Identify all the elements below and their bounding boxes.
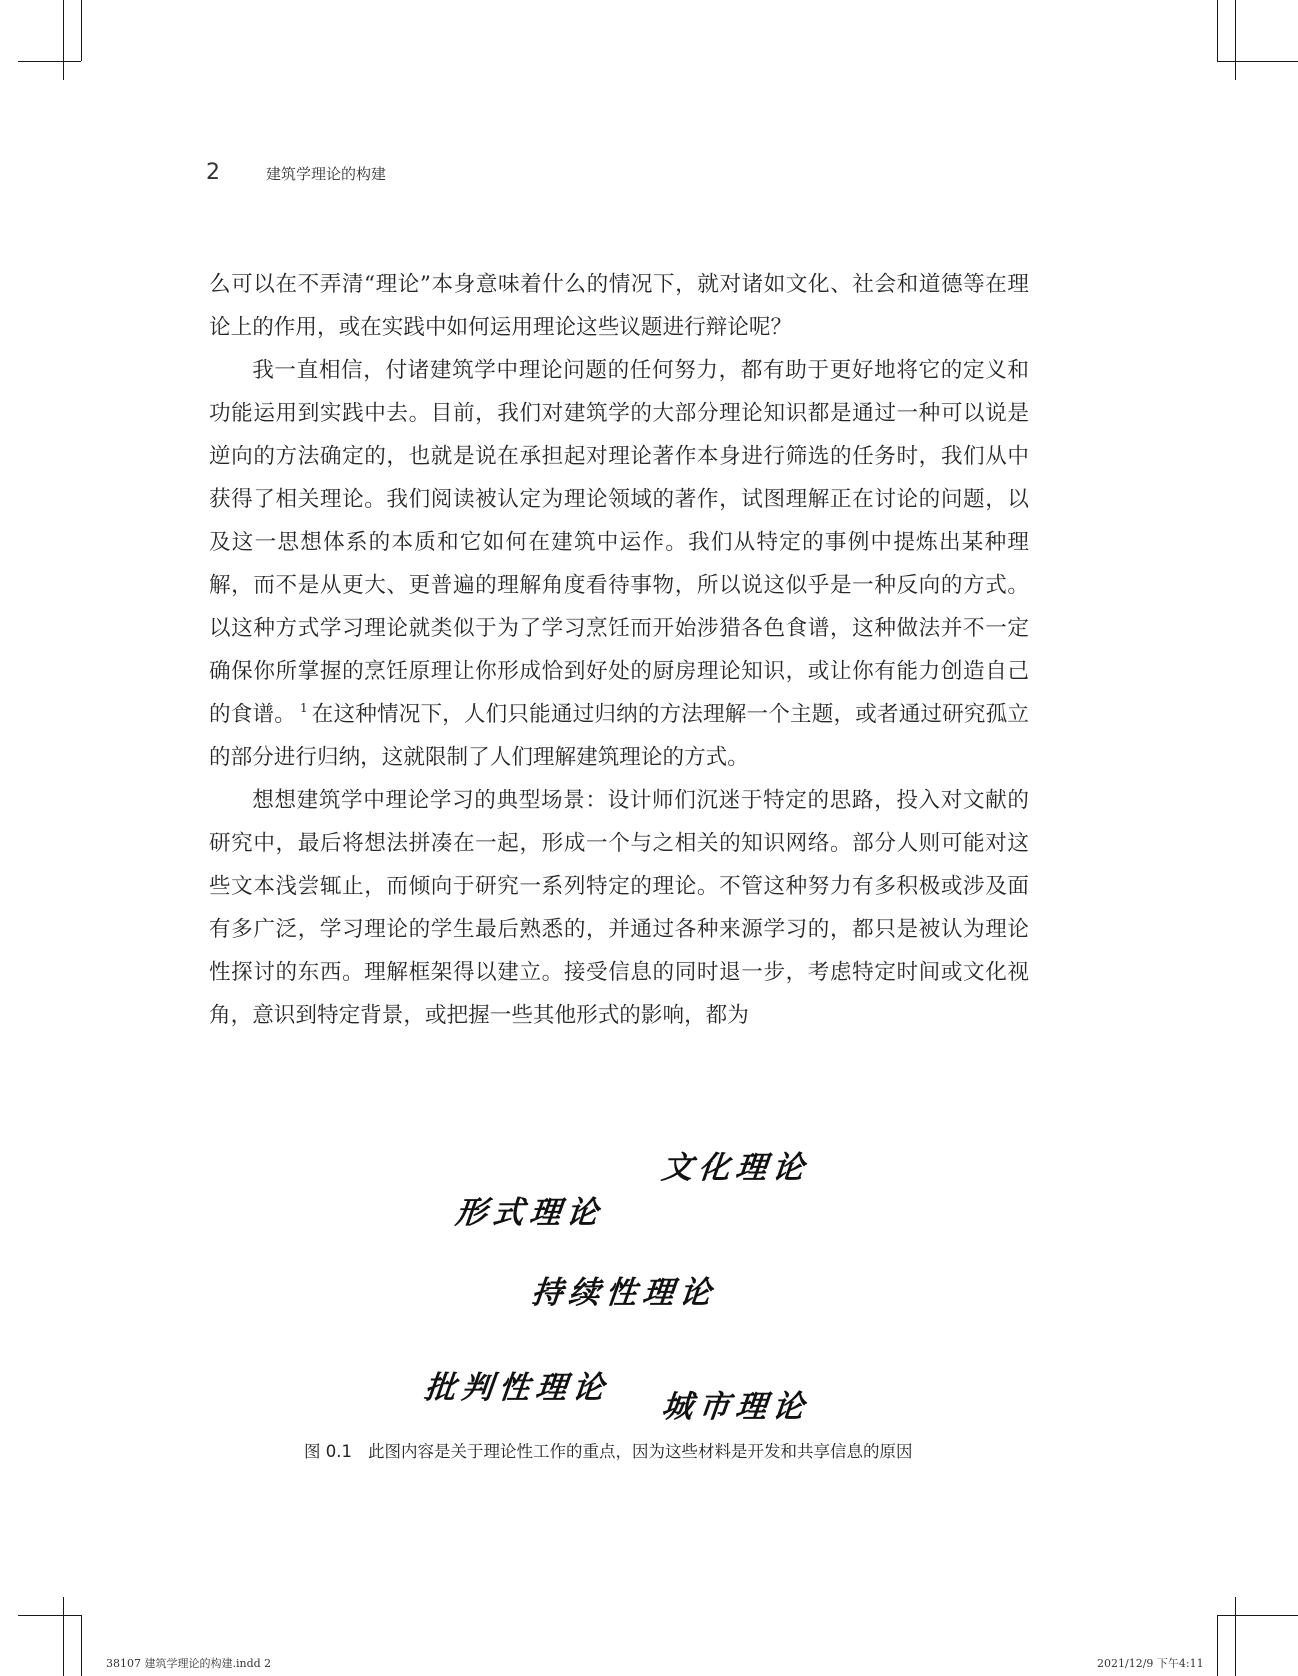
crop-mark — [18, 61, 81, 62]
paragraph — [209, 349, 1029, 779]
figure-word-urban-theory: 城市理论 — [659, 1389, 812, 1425]
crop-mark — [18, 1615, 81, 1616]
paragraph: 么可以在不弄清“理论”本身意味着什么的情况下，就对诸如文化、社会和道德等在理论上的作用，或在实践中如何运用理论这些议题进行辩论呢？ — [209, 272, 1029, 340]
figure-word-formal-theory: 形式理论 — [453, 1195, 606, 1231]
figure-word-cultural-theory: 文化理论 — [659, 1150, 812, 1186]
paragraph-text: 我一直相信，付诸建筑学中理论问题的任何努力，都有助于更好地将它的定义和功能运用到实践中去。目前，我们对建筑学的大部分理论知识都是通过一种可以说是逆向的方法确定的，也就是说在承担起对理论著作本身进行筛选的任务时，我们从中获得了相关理论。我们阅读被认定为理论领域的著作，试图理解正在讨论的问题，以及这一思想体系的本质和它如何在建筑中运作。我们从特定的事例中提炼出某种理解，而不是从更大、更普遍的理解角度看待事物，所以说这似乎是一种反向的方式。以这种方式学习理论就类似于为了学习烹饪而开始涉猎各色食谱，这种做法并不一定确保你所掌握的烹饪原理让你形成恰到好处的厨房理论知识，或让你有能力创造自己的食谱。 — [209, 358, 1029, 727]
figure-number: 图 0.1 — [304, 1442, 352, 1461]
crop-mark — [1235, 1597, 1236, 1676]
crop-mark — [1235, 0, 1236, 80]
figure-caption — [304, 1438, 913, 1462]
figure-word-sustainability-theory: 持续性理论 — [529, 1275, 719, 1311]
figure-word-critical-theory: 批判性理论 — [422, 1370, 612, 1406]
crop-mark — [1217, 1615, 1218, 1676]
crop-mark — [81, 1615, 82, 1676]
slug-datetime: 2021/12/9 下午4:11 — [1097, 1657, 1204, 1670]
footnote-ref[interactable]: 1 — [299, 701, 308, 715]
paragraph-text: 在这种情况下，人们只能通过归纳的方法理解一个主题，或者通过研究孤立的部分进行归纳，这就限制了人们理解建筑理论的方式。 — [209, 702, 1029, 770]
crop-mark — [81, 0, 82, 61]
crop-mark — [63, 0, 64, 80]
crop-mark — [1217, 61, 1298, 62]
figure-caption-text: 此图内容是关于理论性工作的重点，因为这些材料是开发和共享信息的原因 — [368, 1442, 913, 1461]
crop-mark — [1217, 0, 1218, 61]
running-head-title: 建筑学理论的构建 — [266, 165, 387, 183]
paragraph: 想想建筑学中理论学习的典型场景：设计师们沉迷于特定的思路，投入对文献的研究中，最后将想法拼凑在一起，形成一个与之相关的知识网络。部分人则可能对这些文本浅尝辄止，而倾向于研究一系列特定的理论。不管这种努力有多积极或涉及面有多广泛，学习理论的学生最后熟悉的，并通过各种来源学习的，都只是被认为理论性探讨的东西。理解框架得以建立。接受信息的同时退一步，考虑特定时间或文化视角，意识到特定背景，或把握一些其他形式的影响，都为 — [209, 788, 1029, 1028]
page-number: 2 — [206, 160, 220, 185]
body-text — [209, 263, 1029, 1037]
crop-mark — [63, 1597, 64, 1676]
slug-filename: 38107 建筑学理论的构建.indd 2 — [106, 1657, 272, 1670]
crop-mark — [1217, 1615, 1298, 1616]
